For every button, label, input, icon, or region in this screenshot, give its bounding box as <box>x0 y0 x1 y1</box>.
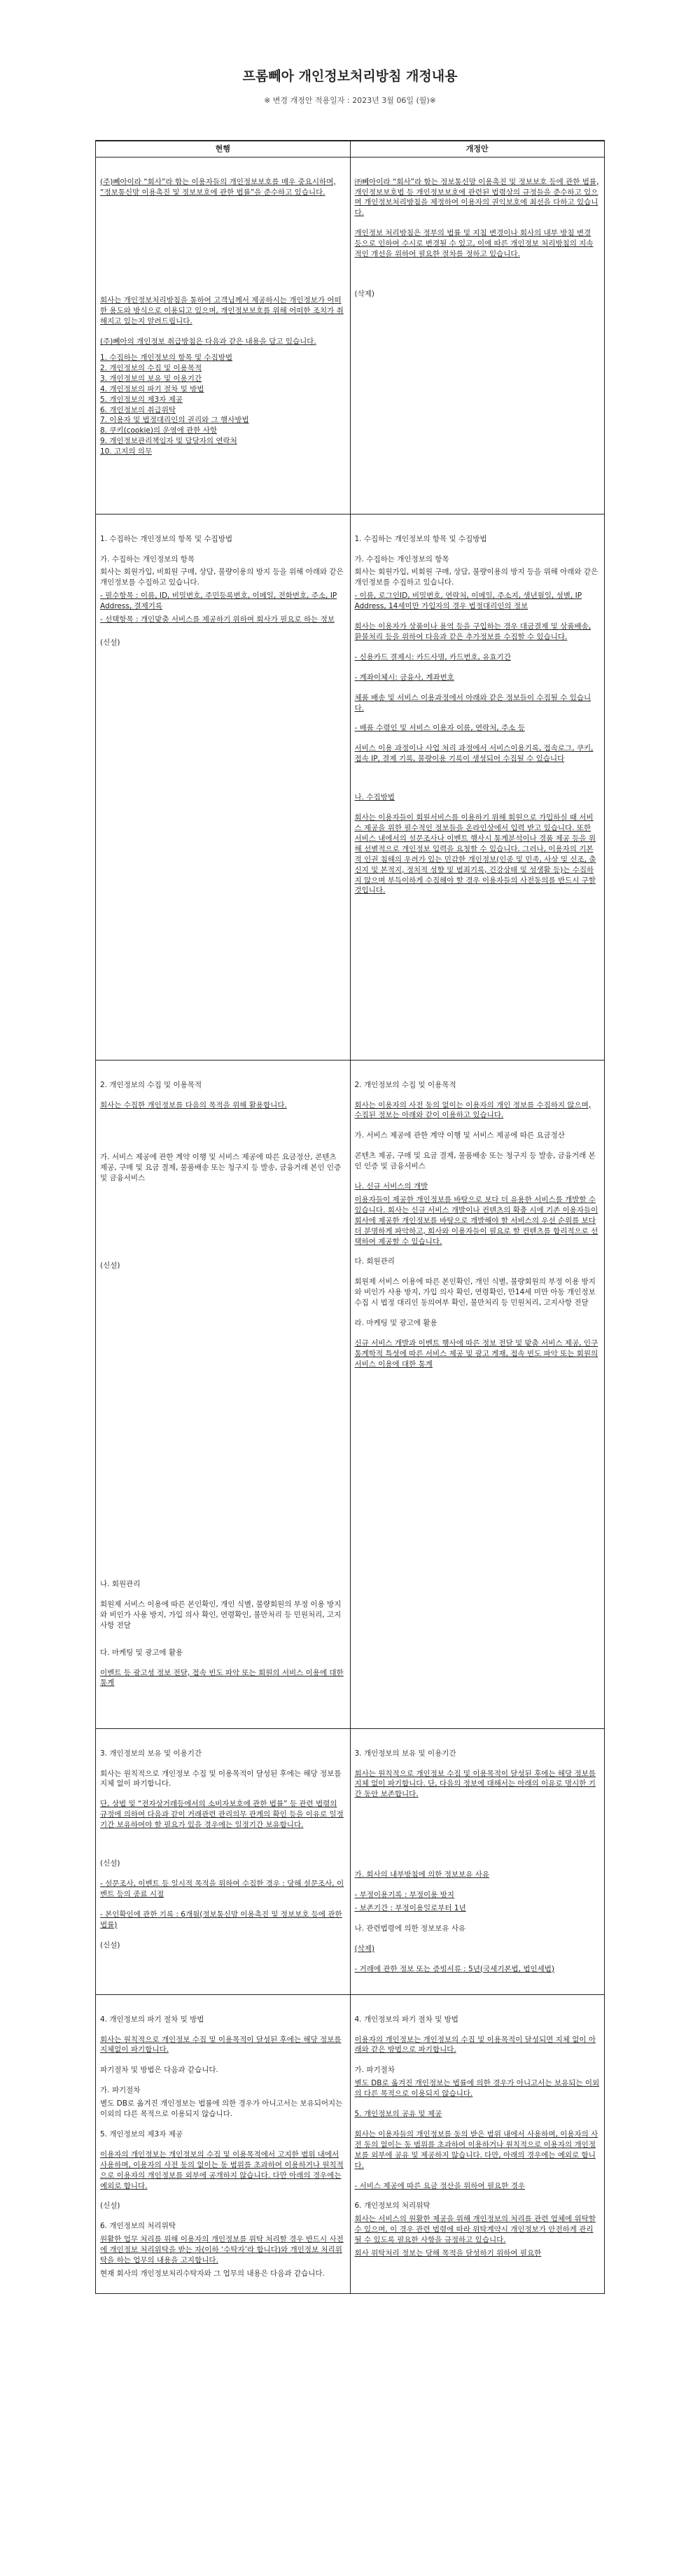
table-row <box>96 1728 605 1994</box>
current-text: 다. 마케팅 및 광고에 활용 <box>100 1648 183 1657</box>
table-header-row <box>96 141 605 157</box>
current-text: 3. 개인정보의 보유 및 이용기간 <box>100 1749 202 1758</box>
revised-text: 가. 회사의 내부방침에 의한 정보보유 사유 <box>354 1870 489 1879</box>
current-text: (주)뻬아의 개인정보 취급방침은 다음과 같은 내용을 담고 있습니다. <box>100 337 316 346</box>
revised-text: 6. 개인정보의 처리위탁 <box>354 2202 430 2211</box>
revised-text: 콘텐츠 제공, 구매 및 요금 결제, 물품배송 또는 청구지 등 발송, 금융거래 본인 인증 및 금융서비스 <box>354 1152 596 1171</box>
current-text: (신설) <box>100 1940 120 1949</box>
current-text: 6. 개인정보의 처리위탁 <box>100 2222 176 2231</box>
current-cell <box>96 1060 351 1728</box>
revised-cell <box>350 1994 605 2293</box>
revised-text: 회사는 서비스의 원활한 제공을 위해 개인정보의 처리를 관련 업체에 위탁할 수 있으며, 이 경우 관련 법령에 따라 위탁계약시 개인정보가 안전하게 관리될 수 있도록 필요한 사항을 규정하고 있습니다. <box>354 2215 596 2245</box>
current-text: 가. 파기절차 <box>100 2086 141 2095</box>
revised-text: 회사는 이용자가 상품이나 용역 등을 구입하는 경우 대금결제 및 상품배송, 환불처리 등을 위하여 다음과 같은 추가정보를 수집할 수 있습니다. <box>354 622 592 641</box>
list-item: 4. 개인정보의 파기 절차 및 방법 <box>100 384 204 393</box>
revised-text: 회원제 서비스 이용에 따른 본인확인, 개인 식별, 불량회원의 부정 이용 방지와 비인가 사용 방지, 가입 의사 확인, 연령확인, 만14세 미만 아동 개인정보 수집 시 법정 대리인 동의여부 확인, 불만처리 등 민원처리, 고지사항 전달 <box>354 1278 596 1308</box>
revised-text: 회사 위탁처리 정보는 당해 목적을 달성하기 위하여 필요한 <box>354 2249 542 2258</box>
revised-text: - 이름, 로그인ID, 비밀번호, 연락처, 이메일, 주소지, 생년월일, 성별, IP Address, 14세미만 가입자의 경우 법정대리인의 정보 <box>354 592 582 611</box>
current-text: - 선택항목 : 개인맞춤 서비스를 제공하기 위하여 회사가 필요로 하는 정보 <box>100 615 335 624</box>
list-item: 2. 개인정보의 수집 및 이용목적 <box>100 363 202 372</box>
current-text: 이벤트 등 광고성 정보 전달, 접속 빈도 파악 또는 회원의 서비스 이용에 대한 통계 <box>100 1668 344 1688</box>
current-cell <box>96 1728 351 1994</box>
current-text: 파기절차 및 방법은 다음과 같습니다. <box>100 2066 218 2075</box>
revised-text: 회사는 원칙적으로 개인정보 수집 및 이용목적이 달성된 후에는 해당 정보를 지체 없이 파기합니다. 단, 다음의 정보에 대해서는 아래의 이유로 명시한 기간 동안 보존합니다. <box>354 1769 596 1799</box>
current-text: 단, 상법 및 “전자상거래등에서의 소비자보호에 관한 법률” 등 관련 법령의 규정에 의하여 다음과 같이 거래관련 관리의무 관계의 확인 등을 이유로 일정기간 보유하여야 할 필요가 있을 경우에는 일정기간 보유합니다. <box>100 1800 344 1830</box>
revised-text: 1. 수집하는 개인정보의 항목 및 수집방법 <box>354 534 487 543</box>
current-text: 현재 회사의 개인정보처리수탁자와 그 업무의 내용은 다음과 같습니다. <box>100 2269 325 2278</box>
table-row <box>96 157 605 514</box>
current-cell <box>96 1994 351 2293</box>
current-text: 5. 개인정보의 제3자 제공 <box>100 2129 183 2138</box>
revised-text: 라. 마케팅 및 광고에 활용 <box>354 1319 438 1328</box>
current-text: (신설) <box>100 1859 120 1868</box>
current-text: - 필수항목 : 이름, ID, 비밀번호, 주민등록번호, 이메일, 전화번호, 주소, IP Address, 결제기록 <box>100 592 337 611</box>
revised-text: (삭제) <box>354 1944 374 1953</box>
revised-text: 신규 서비스 개발과 이벤트 행사에 따른 정보 전달 및 맞춤 서비스 제공, 인구통계학적 특성에 따른 서비스 제공 및 광고 게재, 접속 빈도 파악 또는 회원의 서비스 이용에 대한 통계 <box>354 1339 598 1368</box>
revised-text: 나. 신규 서비스의 개발 <box>354 1182 428 1191</box>
current-text: (신설) <box>100 638 120 647</box>
current-text: 회사는 수집한 개인정보를 다음의 목적을 위해 활용합니다. <box>100 1100 287 1110</box>
revised-text: - 보존기간 : 부정이용일로부터 1년 <box>354 1904 466 1913</box>
revised-text: 나. 수집방법 <box>354 793 395 802</box>
current-text: 가. 수집하는 개인정보의 항목 <box>100 554 195 564</box>
current-text: 회사는 원칙적으로 개인정보 수집 및 이용목적이 달성된 후에는 해당 정보를 지체없이 파기합니다. <box>100 2035 342 2054</box>
current-text: 회사는 회원가입, 비회원 구매, 상담, 불량이용의 방지 등을 위해 아래와 같은 개인정보를 수집하고 있습니다. <box>100 568 344 587</box>
current-text: - 설문조사, 이벤트 등 일시적 목적을 위하여 수집한 경우 : 당해 설문조사, 이벤트 등의 종료 시점 <box>100 1879 344 1898</box>
list-item: 6. 개인정보의 취급위탁 <box>100 405 176 414</box>
current-cell <box>96 514 351 1060</box>
revised-text: 회사는 이용자들의 개인정보를 동의 받은 범위 내에서 사용하며, 이용자의 사전 동의 없이는 동 범위를 초과하여 이용하거나 원칙적으로 이용자의 개인정보를 외부에 공유 및 제공하지 않습니다. 다만, 아래의 경우에는 예외로 합니다. <box>354 2129 598 2170</box>
revised-text: 서비스 이용 과정이나 사업 처리 과정에서 서비스이용기록, 접속로그, 쿠키, 접속 IP, 결제 기록, 불량이용 기록이 생성되어 수집될 수 있습니다 <box>354 744 594 764</box>
current-text: 나. 회원관리 <box>100 1580 141 1589</box>
revised-cell <box>350 1060 605 1728</box>
revised-text: - 배품 수령인 및 서비스 이용자 이름, 연락처, 주소 등 <box>354 724 525 733</box>
current-text: (신설) <box>100 2202 120 2211</box>
revised-cell <box>350 157 605 514</box>
current-text: - 본인확인에 관한 기록 : 6개월(정보통신망 이용촉진 및 정보보호 등에 관한 법률) <box>100 1910 342 1929</box>
table-row <box>96 1060 605 1728</box>
column-header-revised: 개정안 <box>350 141 605 157</box>
revised-text: 별도 DB로 옮겨진 개인정보는 법률에 의한 경우가 아니고서는 보유되는 이외의 다른 목적으로 이용되지 않습니다. <box>354 2079 600 2099</box>
current-text: 원활한 업무 처리를 위해 이용자의 개인정보를 위탁 처리할 경우 반드시 사전에 개인정보 처리위탁을 받는 자(이하 ‘수탁자’라 합니다)와 개인정보 처리위탁을 하는 업무의 내용을 고지합니다. <box>100 2235 344 2265</box>
current-text: 회원제 서비스 이용에 따른 본인확인, 개인 식별, 불량회원의 부정 이용 방지와 비인가 사용 방지, 가입 의사 확인, 연령확인, 불만처리 등 민원처리, 고지사항 전달 <box>100 1600 342 1630</box>
revised-text: ㈜뻬아이라 “회사”라 함는 정보통신망 이용촉진 및 정보보호 등에 관한 법률, 개인정보보호법 등 개인정보보호에 관련된 법령상의 규정들을 준수하고 있으며 개인정보처리방침을 제정하여 이용자의 권익보호에 최선을 다하고 있습니다. <box>354 177 599 218</box>
revised-text: 다. 회원관리 <box>354 1257 395 1266</box>
revised-text: 5. 개인정보의 공유 및 제공 <box>354 2110 442 2119</box>
revised-text: 회사는 이용자들이 회원서비스를 이용하기 위해 회원으로 가입하실 때 서비스 제공을 위한 필수적인 정보들을 온라인상에서 입력 받고 있습니다. 또한 서비스 내에서의 설문조사나 이벤트 행사시 통계분석이나 경품 제공 등을 위해 선별적으로 개인정보 입력을 요청할 수 있습니다. 그러나, 이용자의 기본적 인권 침해의 우려가 있는 민감한 개인정보(인종 및 민족, 사상 및 신조, 출신지 및 본적지, 정치적 성향 및 범죄기록, 건강상태 및 성생활 등)는 수집하지 않으며 부득이하게 수집해야 할 경우 이용자들의 사전동의를 반드시 구할 것입니다. <box>354 813 596 895</box>
revised-text: 나. 관련법령에 의한 정보보유 사유 <box>354 1924 466 1933</box>
revised-text: 3. 개인정보의 보유 및 이용기간 <box>354 1749 456 1758</box>
revised-text: 체품 배송 및 서비스 이용과정에서 아래와 같은 정보들이 수집될 수 있습니다. <box>354 693 592 713</box>
page-title: 프롬뻬아 개인정보처리방침 개정내용 <box>242 69 458 84</box>
revised-text: 회사는 회원가입, 비회원 구매, 상담, 불량이용의 방지 등을 위해 아래와 같은 개인정보를 수집하고 있습니다. <box>354 568 598 587</box>
list-item: 9. 개인정보관리책임자 및 담당자의 연락처 <box>100 437 237 446</box>
revised-text: 2. 개인정보의 수집 및 이용목적 <box>354 1080 456 1089</box>
list-item: 10. 고지의 의무 <box>100 447 153 456</box>
revised-text: - 부정이용기록 : 부정이용 방지 <box>354 1891 454 1900</box>
list-item: 5. 개인정보의 제3자 제공 <box>100 395 183 404</box>
current-text: (신설) <box>100 1261 120 1270</box>
comparison-table <box>95 140 605 2294</box>
current-cell <box>96 157 351 514</box>
current-text: 가. 서비스 제공에 관한 계약 이행 및 서비스 제공에 따른 요금정산, 콘텐츠 제공, 구매 및 요금 결제, 물품배송 또는 청구지 등 발송, 금융거래 본인 인증 및 금융서비스 <box>100 1153 342 1183</box>
revised-text: 이용자들이 제공한 개인정보를 바탕으로 보다 더 유용한 서비스를 개발할 수 있습니다. 회사는 신규 서비스 개발이나 컨텐츠의 확충 시에 기존 이용자들이 회사에 제공한 개인정보를 바탕으로 개발해야 할 서비스의 우선 순위를 보다 더 분명하게 파악하고, 회사와 이용자들이 필요로 할 컨텐츠를 합리적으로 선택하여 제공할 수 있습니다. <box>354 1195 598 1246</box>
effective-date-note: ※ 변경 개정안 적용일자 : 2023년 3월 06일 (월)※ <box>264 96 436 105</box>
current-text: 별도 DB로 옮겨진 개인정보는 법률에 의한 경우가 아니고서는 보유되어지는 이외의 다른 목적으로 이용되지 않습니다. <box>100 2099 343 2119</box>
current-text: 1. 수집하는 개인정보의 항목 및 수집방법 <box>100 534 232 543</box>
revised-text: 가. 서비스 제공에 관한 계약 이행 및 서비스 제공에 따른 요금정산 <box>354 1131 565 1140</box>
list-item: 7. 이용자 및 법정대리인의 권리와 그 행사방법 <box>100 416 249 425</box>
list-item: 3. 개인정보의 보유 및 이용기간 <box>100 374 202 383</box>
current-text: 회사는 원칙적으로 개인정보 수집 및 이용목적이 달성된 후에는 해당 정보를 지체 없이 파기합니다. <box>100 1769 342 1788</box>
revised-text: 가. 수집하는 개인정보의 항목 <box>354 554 449 564</box>
revised-text: 회사는 이용자의 사전 동의 없이는 이용자의 개인 정보를 수집하지 않으며, 수집된 정보는 아래와 같이 이용하고 있습니다. <box>354 1100 592 1120</box>
revised-text: 4. 개인정보의 파기 절차 및 방법 <box>354 2015 458 2024</box>
revised-cell <box>350 514 605 1060</box>
table-row <box>96 514 605 1060</box>
revised-text: (삭제) <box>354 289 374 298</box>
revised-text: 가. 파기절차 <box>354 2066 395 2075</box>
revised-text: - 계좌이체시: 금융사, 계좌번호 <box>354 673 454 682</box>
revised-text: - 신용카드 결제시: 카드사명, 카드번호, 유효기간 <box>354 652 511 662</box>
revised-text: - 거래에 관한 정보 또는 증빙서류 : 5년(국세기본법, 법인세법) <box>354 1964 555 1973</box>
list-item: 1. 수집하는 개인정보의 항목 및 수집방법 <box>100 354 232 363</box>
table-of-contents-list <box>100 353 346 457</box>
current-text: 2. 개인정보의 수집 및 이용목적 <box>100 1080 202 1089</box>
revised-text: - 서비스 제공에 따른 요금 정산을 위하여 필요한 경우 <box>354 2181 525 2190</box>
current-text: (주)뻬아이라 “회사”라 함는 이용자들의 개인정보보호를 매우 중요시하며, “정보통신망 이용촉진 및 정보보호에 관한 법률”을 준수하고 있습니다. <box>100 177 336 197</box>
list-item: 8. 쿠키(cookie)의 운영에 관한 사항 <box>100 426 218 435</box>
current-text: 4. 개인정보의 파기 절차 및 방법 <box>100 2015 204 2024</box>
current-text: 회사는 개인정보처리방침을 통하여 고객님께서 제공하시는 개인정보가 어떠한 용도와 방식으로 이용되고 있으며, 개인정보보호를 위해 어떠한 조치가 취해지고 있는지 알려드립니다. <box>100 296 344 326</box>
column-header-current: 현행 <box>96 141 351 157</box>
revised-cell <box>350 1728 605 1994</box>
table-row <box>96 1994 605 2293</box>
revised-text: 이용자의 개인정보는 개인정보의 수집 및 이용목적이 달성되면 지체 없이 아래와 같은 방법으로 파기합니다. <box>354 2035 596 2054</box>
current-text: 이용자의 개인정보는 개인정보의 수집 및 이용목적에서 고지한 범위 내에서 사용하며, 이용자의 사전 동의 없이는 동 범위를 초과하여 이용하거나 원칙적으로 이용자의 개인정보를 외부에 공개하지 않습니다. 다만 아래의 경우에는 예외로 합니다. <box>100 2150 344 2190</box>
revised-text: 개인정보 처리방침은 정부의 법률 및 지침 변경이나 회사의 내부 방침 변경 등으로 인하여 수시로 변경될 수 있고, 이에 따른 개인정보 처리방침의 지속적인 개선을 위하여 필요한 절차를 정하고 있습니다. <box>354 229 594 259</box>
